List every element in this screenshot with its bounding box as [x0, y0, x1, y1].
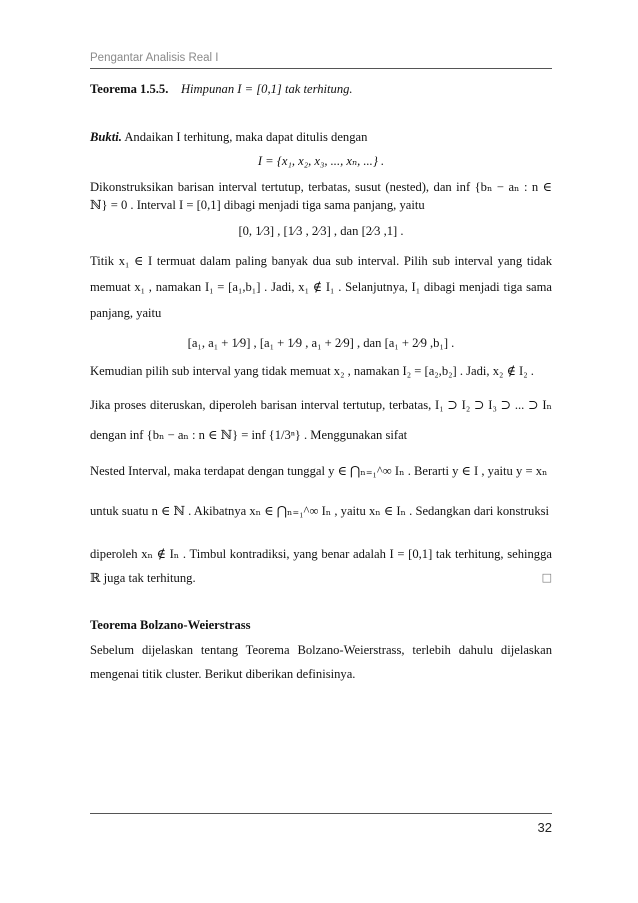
header-divider [90, 68, 552, 69]
set-definition: I = {x₁, x₂, x₃, ..., xₙ, ...} . [257, 154, 385, 168]
proof-paragraph-5: Nested Interval, maka terdapat dengan tunggal y ∈ ⋂ₙ₌₁^∞ Iₙ . Berarti y ∈ I , yaitu y = xₙ [90, 464, 548, 478]
thirds-intervals: [0, 1⁄3] , [1⁄3 , 2⁄3] , dan [2⁄3 ,1] . [238, 224, 404, 238]
page-number: 32 [537, 820, 552, 835]
proof-paragraph-6: untuk suatu n ∈ ℕ . Akibatnya xₙ ∈ ⋂ₙ₌₁^∞ Iₙ , yaitu xₙ ∈ Iₙ . Sedangkan dari konstruksi [90, 504, 550, 518]
proof-paragraph-3: Kemudian pilih sub interval yang tidak memuat x₂ , namakan I₂ = [a₂,b₂] . Jadi, x₂ ∉ I₂ . [90, 364, 534, 378]
section-body: Sebelum dijelaskan tentang Teorema Bolzano-Weierstrass, terlebih dahulu dijelaskan mengenai titik cluster. Berikut diberikan definisinya. [90, 643, 552, 681]
proof-paragraph-7 [90, 542, 552, 590]
ninths-intervals: [a₁, a₁ + 1⁄9] , [a₁ + 1⁄9 , a₁ + 2⁄9] , dan [a₁ + 2⁄9 ,b₁] . [187, 336, 455, 350]
proof-label: Bukti. [90, 130, 122, 144]
spacer [90, 590, 552, 616]
theorem-label: Teorema 1.5.5. [90, 82, 169, 96]
spacer [90, 98, 552, 128]
proof-paragraph-1: Dikonstruksikan barisan interval tertutup, terbatas, susut (nested), dan inf {bₙ − aₙ : n ∈ ℕ} = 0 . Interval I = [0,1] dibagi menjadi tiga sama panjang, yaitu [90, 180, 552, 212]
page-content [90, 80, 552, 686]
theorem-statement: Himpunan I = [0,1] tak terhitung. [180, 82, 353, 96]
proof-paragraph-4: Jika proses diteruskan, diperoleh barisan interval tertutup, terbatas, I₁ ⊃ I₂ ⊃ I₃ ⊃ ... ⊃ Iₙ dengan inf {bₙ − aₙ : n ∈ ℕ} = inf {1/3ⁿ} . Menggunakan sifat [90, 398, 552, 442]
qed-icon: □ [541, 571, 552, 584]
proof-intro [90, 128, 552, 146]
footer-divider [90, 813, 552, 814]
proof-intro-text: Andaikan I terhitung, maka dapat ditulis dengan [124, 130, 368, 144]
proof-conclusion: diperoleh xₙ ∉ Iₙ . Timbul kontradiksi, yang benar adalah I = [0,1] tak terhitung, sehingga ℝ juga tak terhitung. [90, 547, 552, 585]
section-title: Teorema Bolzano-Weierstrass [90, 618, 251, 632]
running-header: Pengantar Analisis Real I [90, 52, 219, 64]
theorem-paragraph [90, 80, 552, 98]
proof-paragraph-2: Titik x₁ ∈ I termuat dalam paling banyak dua sub interval. Pilih sub interval yang tidak memuat x₁ , namakan I₁ = [a₁,b₁] . Jadi, x₁ ∉ I₁ . Selanjutnya, I₁ dibagi menjadi tiga sama panjang, yaitu [90, 254, 552, 320]
